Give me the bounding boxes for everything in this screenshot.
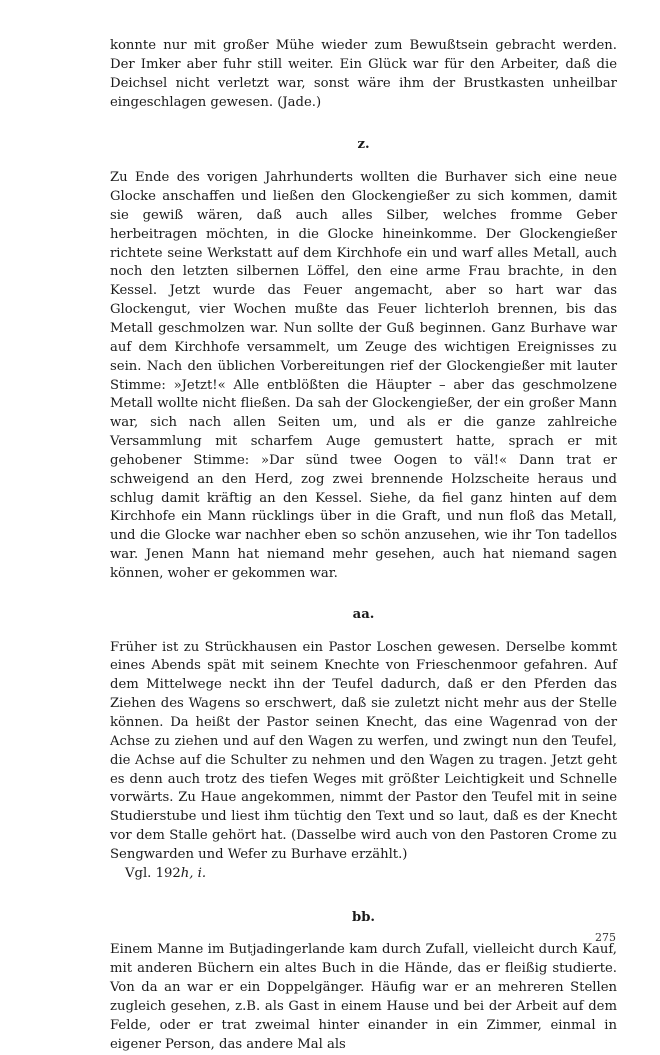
page-number: 275 xyxy=(595,931,616,944)
paragraph-z: Zu Ende des vorigen Jahrhunderts wollten die Burhaver sich eine neue Glocke anschaffen und ließen den Glockengießer zu sich kommen, damit sie gewiß wären, daß auch alles Silber, welches fromme Geber herbeitragen möchten, in die Glocke hineinkomme. Der Glockengießer richtete seine Werkstatt auf dem Kirchhofe ein und warf alles Metall, auch noch den letzten silbernen Löffel, den eine arme Frau brachte, in den Kessel. Jetzt wurde das Feuer angemacht, aber so hart war das Glockengut, vier Wochen mußte das Feuer lichterloh brennen, bis das Metall geschmolzen war. Nun sollte der Guß beginnen. Ganz Burhave war auf dem Kirchhofe versammelt, um Zeuge des wichtigen Ereignisses zu sein. Nach den üblichen Vorbereitungen rief der Glockengießer mit lauter Stimme: »Jetzt!« Alle entblößten die Häupter – aber das geschmolzene Metall wollte nicht fließen. Da sah der Glockengießer, der ein großer Mann war, sich nach allen Seiten um, und als er die ganze zahlreiche Versammlung mit scharfem Auge gemustert hatte, sprach er mit gehobener Stimme: »Dar sünd twee Oogen to väl!« Dann trat er schweigend an den Herd, zog zwei brennende Holzscheite heraus und schlug damit kräftig an den Kessel. Siehe, da fiel ganz hinten auf dem Kirchhofe ein Mann rücklings über in die Graft, und nun floß das Metall, und die Glocke war nachher eben so schön anzusehen, wie ihr Ton tadellos war. Jenen Mann hat niemand mehr gesehen, auch hat niemand sagen können, woher er gekommen war. xyxy=(110,170,617,581)
cross-reference-italic: h, i. xyxy=(180,865,207,881)
paragraph-y-tail: konnte nur mit großer Mühe wieder zum Bewußtsein gebracht werden. Der Imker aber fuhr still weiter. Ein Glück war für den Arbeiter, daß die Deichsel nicht verletzt war, sonst wäre ihm der Brustkasten unheilbar eingeschlagen gewesen. (Jade.) xyxy=(110,38,617,110)
section-heading-z: z. xyxy=(357,137,370,153)
paragraph-bb: Einem Manne im Butjadingerlande kam durch Zufall, vielleicht durch Kauf, mit anderen Büchern ein altes Buch in die Hände, das er fleißig studierte. Von da an war er ein Doppelgänger. Häufig war er an mehreren Stellen zugleich gesehen, z.B. als Gast in einem Hause und bei der Arbeit auf dem Felde, oder er trat zweimal hinter einander in ein Zimmer, einmal in eigener Person, das andere Mal als xyxy=(110,942,617,1052)
section-heading-bb: bb. xyxy=(351,909,376,925)
page-body xyxy=(110,37,617,1055)
paragraph-aa: Früher ist zu Strückhausen ein Pastor Loschen gewesen. Derselbe kommt eines Abends spät mit seinem Knechte von Frieschenmoor gefahren. Auf dem Mittelwege neckt ihn der Teufel dadurch, daß er den Pferden das Ziehen des Wagens so erschwert, daß sie zuletzt nicht mehr aus der Stelle können. Da heißt der Pastor seinen Knecht, das eine Wagenrad von der Achse zu ziehen und auf den Wagen zu werfen, und zwingt nun den Teufel, die Achse auf die Schulter zu nehmen und den Wagen zu tragen. Jetzt geht es denn auch trotz des tiefen Weges mit größter Leichtigkeit und Schnelle vorwärts. Zu Haue angekommen, nimmt der Pastor den Teufel mit in seine Studierstube und liest ihm tüchtig den Text und so laut, daß es der Knecht vor dem Stalle gehört hat. (Dasselbe wird auch von den Pastoren Crome zu Sengwarden und Wefer zu Burhave erzählt.) xyxy=(110,639,617,862)
cross-reference-prefix: Vgl. 192 xyxy=(125,865,181,881)
section-heading-aa: aa. xyxy=(352,606,375,622)
cross-reference xyxy=(110,865,617,884)
